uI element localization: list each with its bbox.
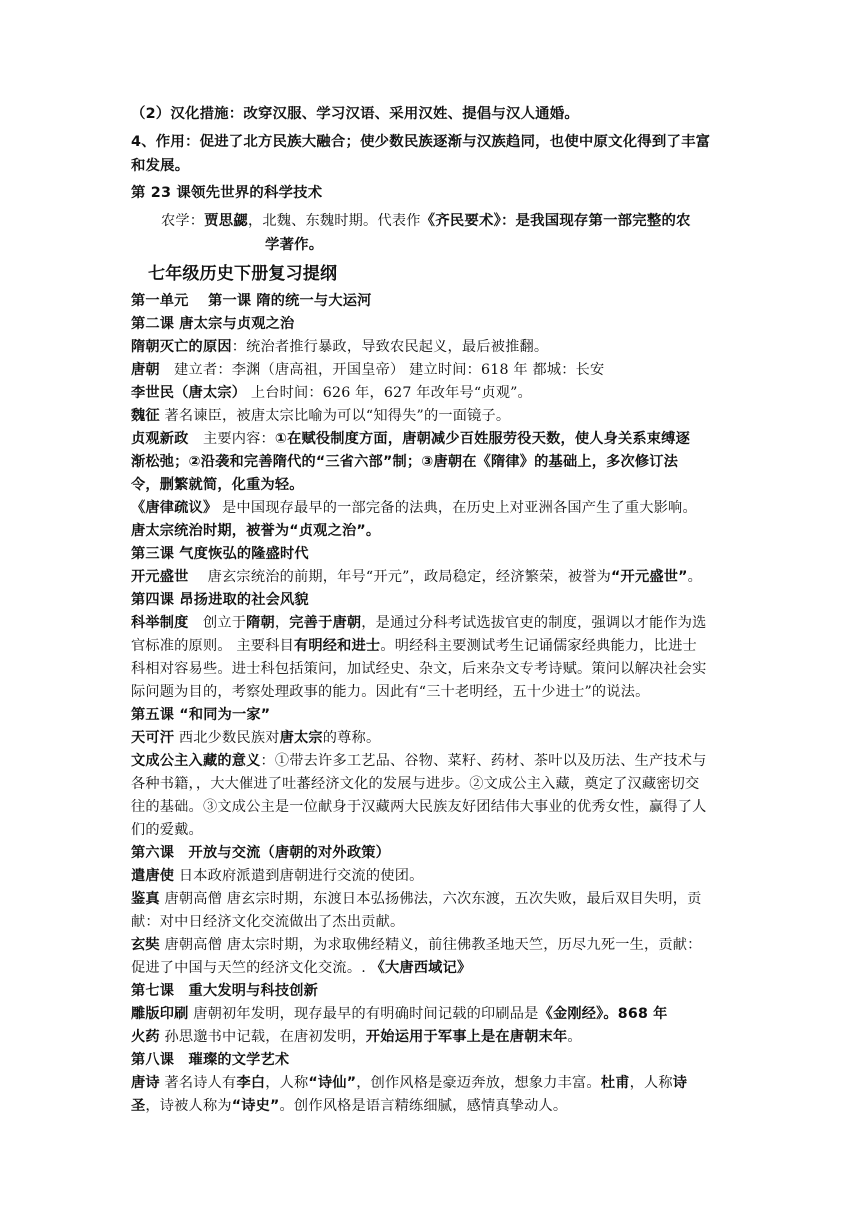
keju-line-3 bbox=[131, 658, 731, 680]
wencheng-line-3 bbox=[131, 796, 731, 818]
kaiyuan-end: 。 bbox=[687, 569, 703, 585]
du-fu: 杜甫 bbox=[600, 1075, 630, 1091]
gunpowder-end: 。 bbox=[567, 1029, 582, 1045]
li-bai: 李白 bbox=[236, 1075, 266, 1091]
printing-desc: 唐朝初年发明，现存最早的有明确时间记载的印刷品是 bbox=[188, 1006, 539, 1022]
agronomy-period: ，北魏、东魏时期。代表作 bbox=[247, 213, 421, 229]
kaiyuan-line bbox=[131, 566, 731, 588]
li-shimin-term: 李世民（唐太宗） bbox=[131, 385, 247, 401]
shixian: “诗仙” bbox=[308, 1075, 357, 1091]
gunpowder-line bbox=[131, 1026, 731, 1048]
lesson-4-heading bbox=[131, 589, 731, 611]
tang-poetry-term: 唐诗 bbox=[131, 1075, 160, 1091]
zhenguan-policy-label: 主要内容： bbox=[188, 431, 275, 447]
tang-poetry-desc-f: 。创作风格是语言精练细腻，感情真挚动人。 bbox=[279, 1098, 568, 1114]
xuanzang-desc-1: 唐朝高僧 唐太宗时期，为求取佛经精义，前往佛教圣地天竺，历尽九死一生，贡献： bbox=[159, 937, 702, 953]
hanhua-measures-text: （2）汉化措施：改穿汉服、学习汉语、采用汉姓、提倡与汉人通婚。 bbox=[131, 106, 579, 122]
tang-poetry-desc-e: ，诗被人称为 bbox=[145, 1098, 232, 1114]
tang-poetry-line-1 bbox=[131, 1072, 731, 1094]
keju-line-4 bbox=[131, 681, 731, 703]
printing-line bbox=[131, 1003, 731, 1025]
xuanzang-desc-2: 促进了中国与天竺的经济文化交流。. bbox=[131, 960, 371, 976]
zhenguan-policy-line-1 bbox=[131, 428, 731, 450]
lesson-5-text: 第五课 “和同为一家” bbox=[131, 707, 271, 723]
wencheng-desc-4: 们的爱戴。 bbox=[131, 822, 203, 838]
wencheng-term: 文成公主入藏的意义 bbox=[131, 753, 261, 769]
keju-desc-4: 际问题为目的，考察处理政事的能力。因此有“三十老明经，五十少进士”的说法。 bbox=[131, 684, 650, 700]
jianzhen-desc-1: 唐朝高僧 唐玄宗时期，东渡日本弘扬佛法，六次东渡，五次失败，最后双目失明，贡 bbox=[159, 891, 702, 907]
sui-collapse-line bbox=[131, 336, 731, 358]
agronomy-line-1 bbox=[161, 210, 761, 232]
tanglv-desc: 是中国现存最早的一部完备的法典，在历史上对亚洲各国产生了重大影响。 bbox=[217, 500, 697, 516]
zhenguan-rule-text: 唐太宗统治时期，被誉为“贞观之治”。 bbox=[131, 523, 381, 539]
keju-desc-3: 科相对容易些。进士科包括策问，加试经史、杂文，后来杂文专考诗赋。策问以解决社会实 bbox=[131, 661, 707, 677]
xuanzang-line-2 bbox=[131, 957, 731, 979]
page-title bbox=[148, 263, 748, 285]
tang-poetry-desc-b: ，人称 bbox=[265, 1075, 309, 1091]
unit-1-text: 第一单元 第一课 隋的统一与大运河 bbox=[131, 293, 372, 309]
page-title-text: 七年级历史下册复习提纲 bbox=[148, 264, 338, 284]
tiankehan-line bbox=[131, 727, 731, 749]
li-shimin-line bbox=[131, 382, 731, 404]
lesson-7-text: 第七课 重大发明与科技创新 bbox=[131, 983, 319, 999]
wencheng-line-1 bbox=[131, 750, 731, 772]
wencheng-desc-3: 往的基础。③文成公主是一位献身于汉藏两大民族友好团结伟大事业的优秀女性，赢得了人 bbox=[131, 799, 707, 815]
wencheng-line-2 bbox=[131, 773, 731, 795]
effect-text-2: 和发展。 bbox=[131, 158, 190, 174]
xuanzang-line-1 bbox=[131, 934, 731, 956]
keju-line-1 bbox=[131, 612, 731, 634]
qimin-yaoshu-text: 《齐民要术》：是我国现存第一部完整的农 bbox=[420, 213, 691, 229]
sui-collapse-term: 隋朝灭亡的原因 bbox=[131, 339, 232, 355]
keju-term: 科举制度 bbox=[131, 615, 189, 631]
lesson-6-text: 第六课 开放与交流（唐朝的对外政策） bbox=[131, 845, 390, 861]
keju-sui: 隋朝 bbox=[246, 615, 275, 631]
jianzhen-line-1 bbox=[131, 888, 731, 910]
kaiyuan-term: 开元盛世 bbox=[131, 569, 189, 585]
tiankehan-term: 天可汗 bbox=[131, 730, 175, 746]
keju-line-2 bbox=[131, 635, 731, 657]
tang-poetry-desc-c: ，创作风格是豪迈奔放，想象力丰富。 bbox=[356, 1075, 601, 1091]
lesson-4-text: 第四课 昂扬进取的社会风貌 bbox=[131, 592, 309, 608]
lesson-8-text: 第八课 璀璨的文学艺术 bbox=[131, 1052, 290, 1068]
gunpowder-term: 火药 bbox=[131, 1029, 160, 1045]
effect-line-2 bbox=[131, 155, 731, 177]
lesson-23-heading bbox=[131, 182, 731, 204]
tang-desc: 建立者：李渊（唐高祖，开国皇帝） 建立时间：618 年 都城：长安 bbox=[159, 362, 605, 378]
tang-poetry-line-2 bbox=[131, 1095, 731, 1117]
agronomy-label: 农学： bbox=[161, 213, 205, 229]
printing-term: 雕版印刷 bbox=[131, 1006, 189, 1022]
zhenguan-policy-line-3 bbox=[131, 474, 731, 496]
keju-subjects: 有明经和进士 bbox=[293, 638, 381, 654]
zhenguan-rule-line bbox=[131, 520, 731, 542]
effect-text-1: 4、作用：促进了北方民族大融合；使少数民族逐渐与汉族趋同，也使中原文化得到了丰富 bbox=[131, 134, 711, 150]
keju-tang: 完善于唐朝 bbox=[289, 615, 362, 631]
wei-zheng-line bbox=[131, 405, 731, 427]
lesson-2-text: 第二课 唐太宗与贞观之治 bbox=[131, 316, 295, 332]
zhenguan-policy-text-2: 渐松弛；②沿袭和完善隋代的“三省六部”制；③唐朝在《隋律》的基础上，多次修订法 bbox=[131, 454, 679, 470]
shisheng-part-2: 圣 bbox=[131, 1098, 146, 1114]
keju-desc-2c: 。明经科主要测试考生记诵儒家经典能力，比进士 bbox=[380, 638, 697, 654]
tiankehan-end: 的尊称。 bbox=[322, 730, 381, 746]
wei-zheng-desc: 著名谏臣，被唐太宗比喻为可以“知得失”的一面镜子。 bbox=[159, 408, 511, 424]
lesson-3-heading bbox=[131, 543, 731, 565]
unit-1-heading bbox=[131, 290, 731, 312]
shishi: “诗史” bbox=[231, 1098, 280, 1114]
tanglv-line bbox=[131, 497, 731, 519]
jianzhen-term: 鉴真 bbox=[131, 891, 160, 907]
kaiyuan-desc: 唐玄宗统治的前期，年号“开元”，政局稳定，经济繁荣，被誉为 bbox=[188, 569, 612, 585]
jianzhen-line-2 bbox=[131, 911, 731, 933]
qiantangshi-term: 遣唐使 bbox=[131, 868, 175, 884]
wencheng-line-4 bbox=[131, 819, 731, 841]
agronomy-text-2: 学著作。 bbox=[265, 237, 324, 253]
keju-desc-1: ，是通过分科考试选拔官吏的制度，强调以才能作为选 bbox=[361, 615, 707, 631]
wencheng-desc-2: 各种书籍，，大大催进了吐蕃经济文化的发展与进步。②文成公主入藏，奠定了汉藏密切交 bbox=[131, 776, 700, 792]
lesson-7-heading bbox=[131, 980, 731, 1002]
qiantangshi-desc: 日本政府派遣到唐朝进行交流的使团。 bbox=[174, 868, 424, 884]
tang-term: 唐朝 bbox=[131, 362, 160, 378]
effect-line-1 bbox=[131, 131, 731, 153]
gunpowder-military: 开始运用于军事上是在唐朝末年 bbox=[365, 1029, 568, 1045]
lesson-23-heading-text: 第 23 课领先世界的科学技术 bbox=[131, 185, 323, 201]
tang-poetry-desc-d: ，人称 bbox=[629, 1075, 673, 1091]
datang-xiyuji: 《大唐西域记》 bbox=[370, 960, 472, 976]
zhenguan-policy-point-1: ①在赋役制度方面，唐朝减少百姓服劳役天数，使人身关系束缚逐 bbox=[274, 431, 690, 447]
tiankehan-desc: 西北少数民族对 bbox=[174, 730, 280, 746]
agronomy-line-2 bbox=[265, 234, 860, 256]
tiankehan-taizong: 唐太宗 bbox=[279, 730, 323, 746]
shisheng-part-1: 诗 bbox=[672, 1075, 688, 1091]
tanglv-term: 《唐律疏议》 bbox=[131, 500, 218, 516]
diamond-sutra: 《金刚经》。868 年 bbox=[538, 1006, 668, 1022]
zhenguan-policy-text-3: 令，删繁就简，化重为轻。 bbox=[131, 477, 304, 493]
kaiyuan-highlight: “开元盛世” bbox=[611, 569, 688, 585]
sui-collapse-desc: ：统治者推行暴政，导致农民起义，最后被推翻。 bbox=[231, 339, 549, 355]
jianzhen-desc-2: 献：对中日经济文化交流做出了杰出贡献。 bbox=[131, 914, 405, 930]
jia-sixie-name: 贾思勰 bbox=[204, 213, 248, 229]
lesson-5-heading bbox=[131, 704, 731, 726]
wei-zheng-term: 魏征 bbox=[131, 408, 160, 424]
lesson-8-heading bbox=[131, 1049, 731, 1071]
hanhua-measures-line bbox=[131, 103, 731, 125]
wencheng-desc-1: ：①带去许多工艺品、谷物、菜籽、药材、茶叶以及历法、生产技术与 bbox=[260, 753, 707, 769]
lesson-2-heading bbox=[131, 313, 731, 335]
lesson-3-text: 第三课 气度恢弘的隆盛时代 bbox=[131, 546, 309, 562]
gunpowder-desc: 孙思邈书中记载，在唐初发明， bbox=[159, 1029, 366, 1045]
keju-comma: ， bbox=[274, 615, 290, 631]
zhenguan-policy-line-2 bbox=[131, 451, 731, 473]
zhenguan-policy-term: 贞观新政 bbox=[131, 431, 189, 447]
qiantangshi-line bbox=[131, 865, 731, 887]
lesson-6-heading bbox=[131, 842, 731, 864]
li-shimin-desc: 上台时间：626 年，627 年改年号“贞观”。 bbox=[246, 385, 532, 401]
tang-poetry-desc-a: 著名诗人有 bbox=[159, 1075, 237, 1091]
keju-desc-2a: 官标准的原则。 主要科目 bbox=[131, 638, 294, 654]
tang-founding-line bbox=[131, 359, 731, 381]
xuanzang-term: 玄奘 bbox=[131, 937, 160, 953]
keju-created-label: 创立于 bbox=[188, 615, 247, 631]
